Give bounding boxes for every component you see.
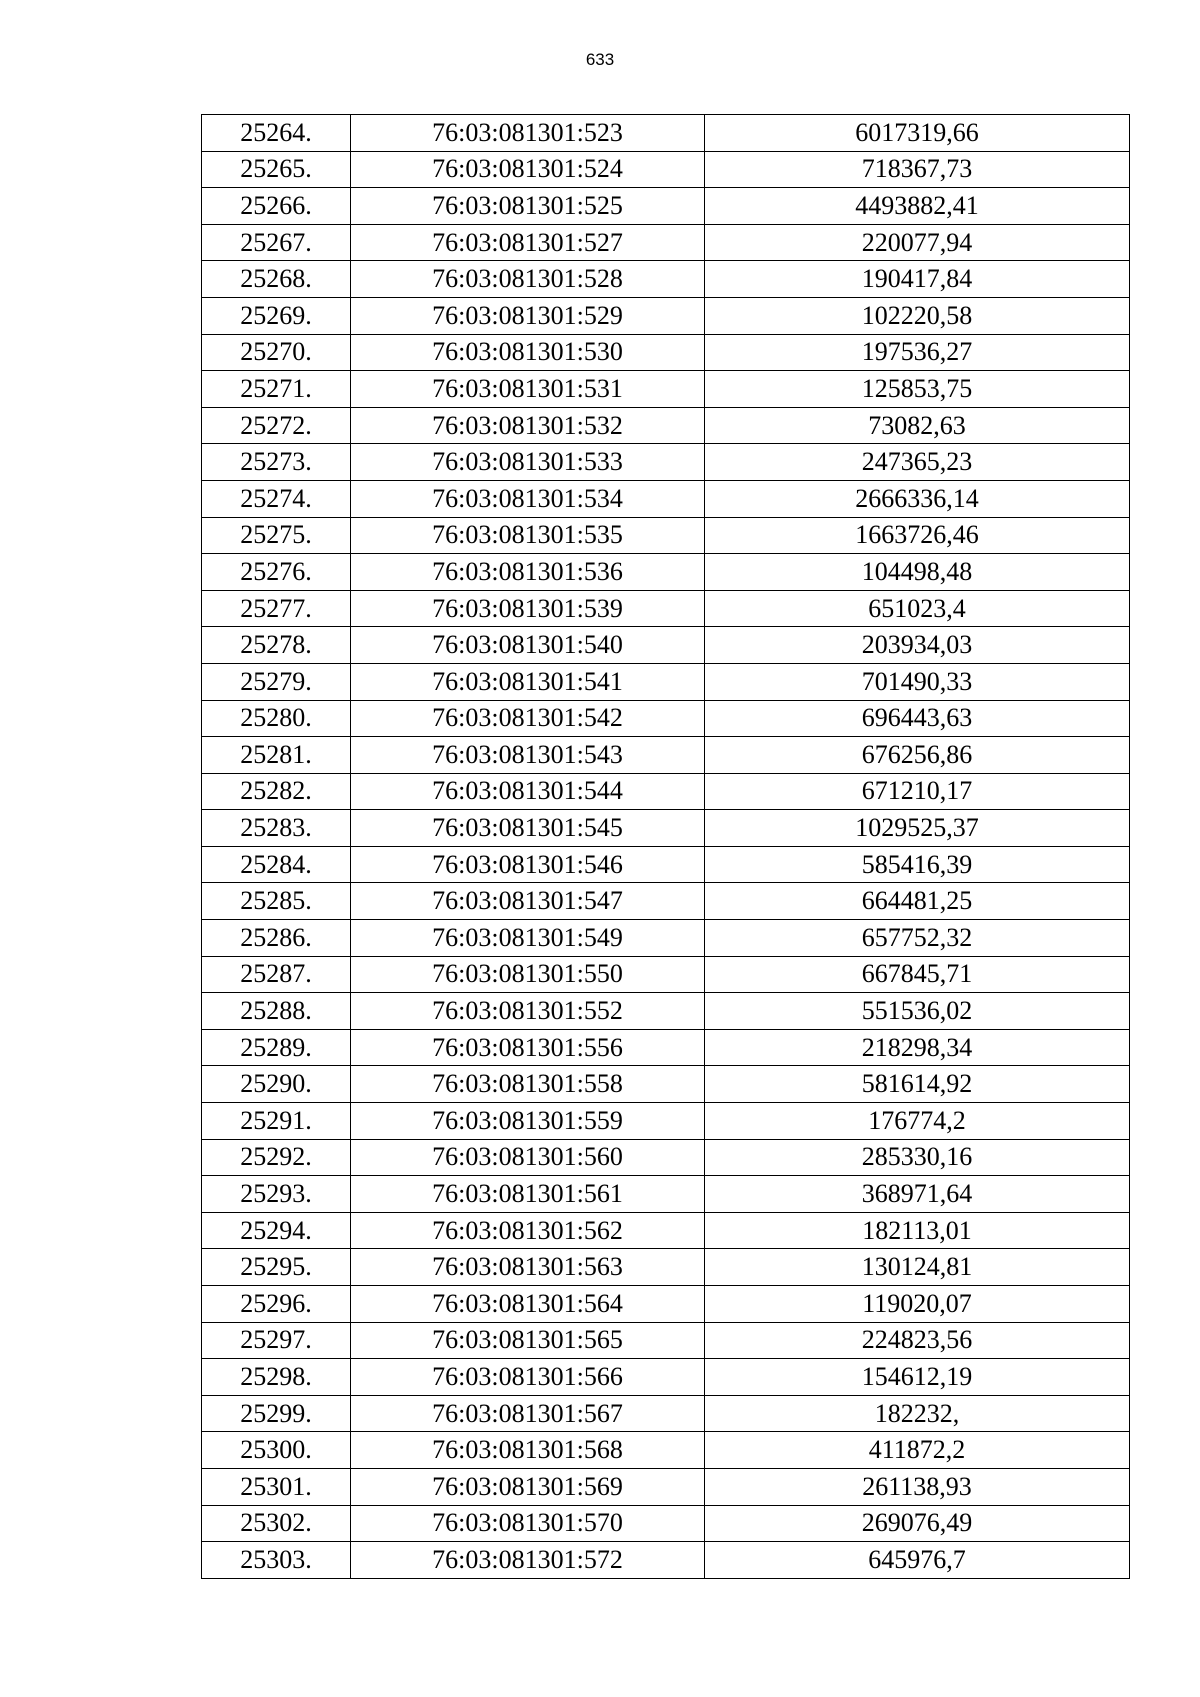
row-number-cell: 25289. xyxy=(202,1029,351,1066)
table-row xyxy=(202,1286,1130,1323)
value-cell: 651023,4 xyxy=(705,590,1130,627)
row-number-cell: 25269. xyxy=(202,297,351,334)
table-row xyxy=(202,810,1130,847)
value-cell: 203934,03 xyxy=(705,627,1130,664)
row-number-cell: 25298. xyxy=(202,1359,351,1396)
value-cell: 581614,92 xyxy=(705,1066,1130,1103)
cadastral-number-cell: 76:03:081301:550 xyxy=(351,956,705,993)
value-cell: 220077,94 xyxy=(705,224,1130,261)
cadastral-number-cell: 76:03:081301:564 xyxy=(351,1286,705,1323)
table-row xyxy=(202,1505,1130,1542)
cadastral-number-cell: 76:03:081301:549 xyxy=(351,920,705,957)
row-number-cell: 25296. xyxy=(202,1286,351,1323)
cadastral-number-cell: 76:03:081301:542 xyxy=(351,700,705,737)
value-cell: 176774,2 xyxy=(705,1103,1130,1140)
row-number-cell: 25275. xyxy=(202,517,351,554)
cadastral-number-cell: 76:03:081301:568 xyxy=(351,1432,705,1469)
table-row xyxy=(202,1212,1130,1249)
table-row xyxy=(202,1103,1130,1140)
table-row xyxy=(202,407,1130,444)
row-number-cell: 25268. xyxy=(202,261,351,298)
table-row xyxy=(202,371,1130,408)
table-row xyxy=(202,1322,1130,1359)
cadastral-number-cell: 76:03:081301:556 xyxy=(351,1029,705,1066)
table-row xyxy=(202,590,1130,627)
cadastral-number-cell: 76:03:081301:539 xyxy=(351,590,705,627)
table-row xyxy=(202,297,1130,334)
value-cell: 411872,2 xyxy=(705,1432,1130,1469)
cadastral-number-cell: 76:03:081301:543 xyxy=(351,737,705,774)
table-row xyxy=(202,1359,1130,1396)
value-cell: 247365,23 xyxy=(705,444,1130,481)
value-cell: 585416,39 xyxy=(705,846,1130,883)
row-number-cell: 25278. xyxy=(202,627,351,664)
table-row xyxy=(202,224,1130,261)
row-number-cell: 25283. xyxy=(202,810,351,847)
value-cell: 261138,93 xyxy=(705,1468,1130,1505)
row-number-cell: 25294. xyxy=(202,1212,351,1249)
table-row xyxy=(202,261,1130,298)
page-number: 633 xyxy=(585,50,615,69)
cadastral-number-cell: 76:03:081301:545 xyxy=(351,810,705,847)
value-cell: 154612,19 xyxy=(705,1359,1130,1396)
row-number-cell: 25292. xyxy=(202,1139,351,1176)
cadastral-number-cell: 76:03:081301:570 xyxy=(351,1505,705,1542)
row-number-cell: 25302. xyxy=(202,1505,351,1542)
table-row xyxy=(202,627,1130,664)
table-row xyxy=(202,1029,1130,1066)
value-cell: 190417,84 xyxy=(705,261,1130,298)
row-number-cell: 25290. xyxy=(202,1066,351,1103)
value-cell: 1029525,37 xyxy=(705,810,1130,847)
row-number-cell: 25301. xyxy=(202,1468,351,1505)
table-row xyxy=(202,188,1130,225)
cadastral-number-cell: 76:03:081301:535 xyxy=(351,517,705,554)
value-cell: 119020,07 xyxy=(705,1286,1130,1323)
value-cell: 701490,33 xyxy=(705,663,1130,700)
value-cell: 368971,64 xyxy=(705,1176,1130,1213)
cadastral-number-cell: 76:03:081301:565 xyxy=(351,1322,705,1359)
row-number-cell: 25291. xyxy=(202,1103,351,1140)
cadastral-number-cell: 76:03:081301:547 xyxy=(351,883,705,920)
row-number-cell: 25300. xyxy=(202,1432,351,1469)
value-cell: 197536,27 xyxy=(705,334,1130,371)
cadastral-number-cell: 76:03:081301:552 xyxy=(351,993,705,1030)
cadastral-number-cell: 76:03:081301:541 xyxy=(351,663,705,700)
value-cell: 182232, xyxy=(705,1395,1130,1432)
table-row xyxy=(202,663,1130,700)
value-cell: 269076,49 xyxy=(705,1505,1130,1542)
cadastral-number-cell: 76:03:081301:569 xyxy=(351,1468,705,1505)
table-row xyxy=(202,444,1130,481)
row-number-cell: 25286. xyxy=(202,920,351,957)
value-cell: 2666336,14 xyxy=(705,480,1130,517)
row-number-cell: 25270. xyxy=(202,334,351,371)
table-row xyxy=(202,773,1130,810)
cadastral-number-cell: 76:03:081301:560 xyxy=(351,1139,705,1176)
cadastral-number-cell: 76:03:081301:525 xyxy=(351,188,705,225)
table-row xyxy=(202,956,1130,993)
cadastral-number-cell: 76:03:081301:528 xyxy=(351,261,705,298)
value-cell: 224823,56 xyxy=(705,1322,1130,1359)
cadastral-number-cell: 76:03:081301:532 xyxy=(351,407,705,444)
value-cell: 551536,02 xyxy=(705,993,1130,1030)
table-row xyxy=(202,920,1130,957)
cadastral-number-cell: 76:03:081301:562 xyxy=(351,1212,705,1249)
row-number-cell: 25295. xyxy=(202,1249,351,1286)
cadastral-number-cell: 76:03:081301:529 xyxy=(351,297,705,334)
value-cell: 696443,63 xyxy=(705,700,1130,737)
value-cell: 102220,58 xyxy=(705,297,1130,334)
value-cell: 125853,75 xyxy=(705,371,1130,408)
value-cell: 218298,34 xyxy=(705,1029,1130,1066)
table-row xyxy=(202,1542,1130,1579)
cadastral-number-cell: 76:03:081301:559 xyxy=(351,1103,705,1140)
table-row xyxy=(202,517,1130,554)
row-number-cell: 25277. xyxy=(202,590,351,627)
table-row xyxy=(202,846,1130,883)
table-row xyxy=(202,993,1130,1030)
row-number-cell: 25267. xyxy=(202,224,351,261)
row-number-cell: 25276. xyxy=(202,554,351,591)
value-cell: 645976,7 xyxy=(705,1542,1130,1579)
row-number-cell: 25282. xyxy=(202,773,351,810)
row-number-cell: 25266. xyxy=(202,188,351,225)
row-number-cell: 25287. xyxy=(202,956,351,993)
table-row xyxy=(202,334,1130,371)
cadastral-number-cell: 76:03:081301:531 xyxy=(351,371,705,408)
row-number-cell: 25284. xyxy=(202,846,351,883)
row-number-cell: 25288. xyxy=(202,993,351,1030)
value-cell: 1663726,46 xyxy=(705,517,1130,554)
row-number-cell: 25273. xyxy=(202,444,351,481)
value-cell: 664481,25 xyxy=(705,883,1130,920)
cadastral-number-cell: 76:03:081301:540 xyxy=(351,627,705,664)
row-number-cell: 25281. xyxy=(202,737,351,774)
row-number-cell: 25264. xyxy=(202,115,351,152)
row-number-cell: 25265. xyxy=(202,151,351,188)
cadastral-number-cell: 76:03:081301:544 xyxy=(351,773,705,810)
cadastral-number-cell: 76:03:081301:536 xyxy=(351,554,705,591)
cadastral-number-cell: 76:03:081301:533 xyxy=(351,444,705,481)
value-cell: 657752,32 xyxy=(705,920,1130,957)
table-row xyxy=(202,1176,1130,1213)
table-row xyxy=(202,883,1130,920)
table-row xyxy=(202,700,1130,737)
value-cell: 73082,63 xyxy=(705,407,1130,444)
table-row xyxy=(202,151,1130,188)
row-number-cell: 25274. xyxy=(202,480,351,517)
cadastral-number-cell: 76:03:081301:566 xyxy=(351,1359,705,1396)
cadastral-number-cell: 76:03:081301:527 xyxy=(351,224,705,261)
cadastral-number-cell: 76:03:081301:563 xyxy=(351,1249,705,1286)
value-cell: 671210,17 xyxy=(705,773,1130,810)
cadastral-number-cell: 76:03:081301:530 xyxy=(351,334,705,371)
table-row xyxy=(202,1432,1130,1469)
value-cell: 718367,73 xyxy=(705,151,1130,188)
value-cell: 182113,01 xyxy=(705,1212,1130,1249)
cadastral-number-cell: 76:03:081301:523 xyxy=(351,115,705,152)
value-cell: 130124,81 xyxy=(705,1249,1130,1286)
value-cell: 104498,48 xyxy=(705,554,1130,591)
row-number-cell: 25271. xyxy=(202,371,351,408)
cadastral-number-cell: 76:03:081301:558 xyxy=(351,1066,705,1103)
table-row xyxy=(202,480,1130,517)
table-row xyxy=(202,1395,1130,1432)
table-row xyxy=(202,1249,1130,1286)
row-number-cell: 25293. xyxy=(202,1176,351,1213)
value-cell: 285330,16 xyxy=(705,1139,1130,1176)
row-number-cell: 25303. xyxy=(202,1542,351,1579)
table-row xyxy=(202,115,1130,152)
row-number-cell: 25280. xyxy=(202,700,351,737)
table-row xyxy=(202,554,1130,591)
cadastral-number-cell: 76:03:081301:534 xyxy=(351,480,705,517)
value-cell: 4493882,41 xyxy=(705,188,1130,225)
cadastral-number-cell: 76:03:081301:572 xyxy=(351,1542,705,1579)
registry-table-body xyxy=(202,115,1130,1579)
cadastral-number-cell: 76:03:081301:546 xyxy=(351,846,705,883)
value-cell: 667845,71 xyxy=(705,956,1130,993)
value-cell: 676256,86 xyxy=(705,737,1130,774)
row-number-cell: 25272. xyxy=(202,407,351,444)
table-row xyxy=(202,1139,1130,1176)
table-row xyxy=(202,1468,1130,1505)
value-cell: 6017319,66 xyxy=(705,115,1130,152)
row-number-cell: 25299. xyxy=(202,1395,351,1432)
table-row xyxy=(202,1066,1130,1103)
cadastral-number-cell: 76:03:081301:524 xyxy=(351,151,705,188)
row-number-cell: 25297. xyxy=(202,1322,351,1359)
cadastral-number-cell: 76:03:081301:561 xyxy=(351,1176,705,1213)
row-number-cell: 25279. xyxy=(202,663,351,700)
registry-table xyxy=(201,114,1130,1579)
cadastral-number-cell: 76:03:081301:567 xyxy=(351,1395,705,1432)
table-row xyxy=(202,737,1130,774)
row-number-cell: 25285. xyxy=(202,883,351,920)
